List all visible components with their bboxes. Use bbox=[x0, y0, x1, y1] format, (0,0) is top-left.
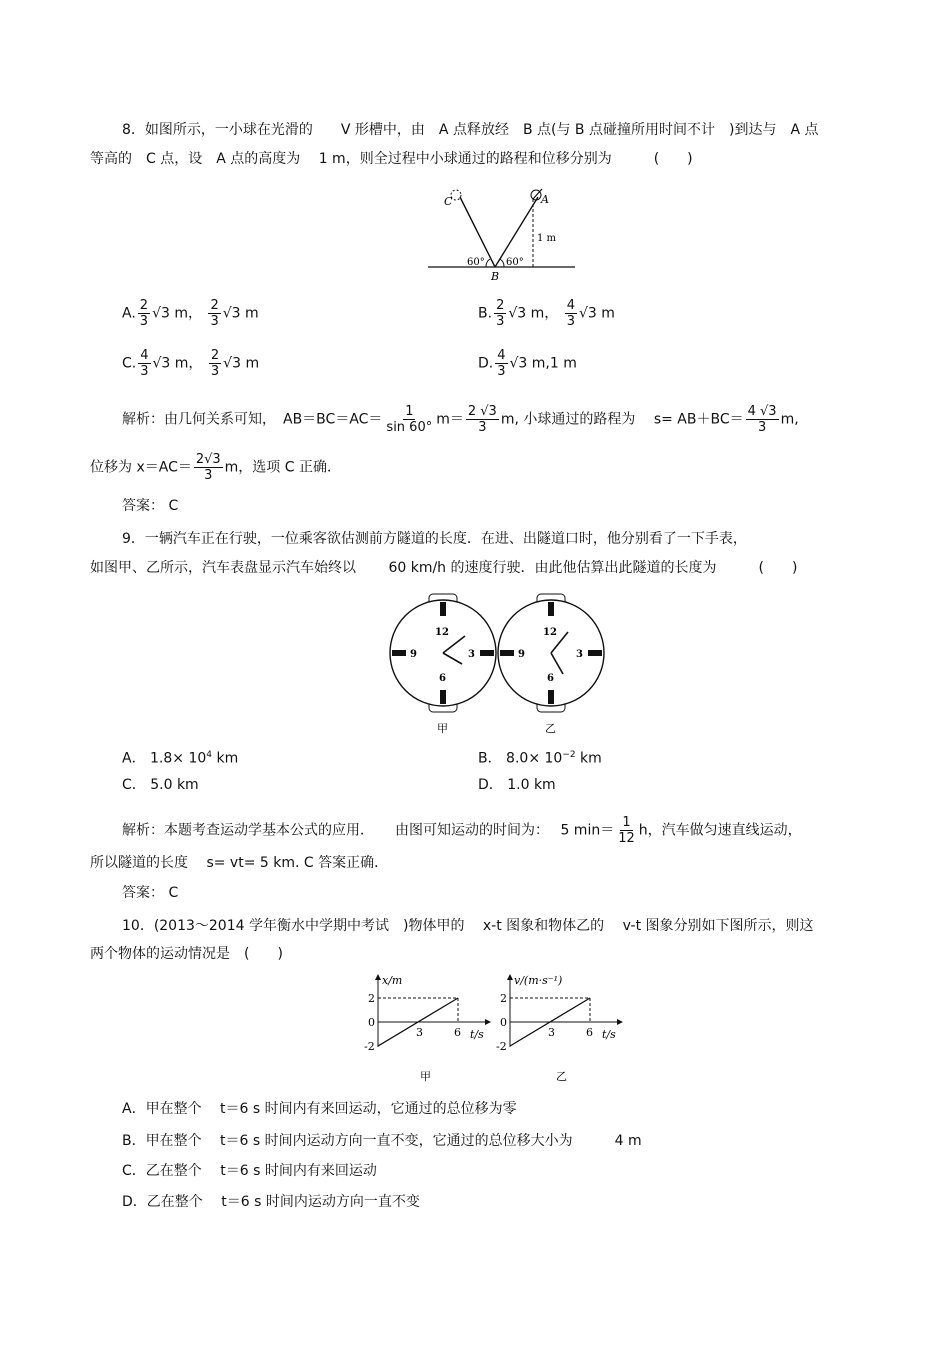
v-t-tick-yn2: -2 bbox=[496, 1040, 507, 1053]
frac-den: 3 bbox=[139, 314, 149, 329]
option-b-unit: km bbox=[575, 750, 602, 767]
q10-stem-line1: 10．(2013～2014 学年衡水中学期中考试 )物体甲的 x-t 图象和物体乙的 v-t 图象分别如下图所示，则这 bbox=[122, 918, 814, 934]
watch-figure bbox=[385, 592, 610, 737]
clock-left-6: 6 bbox=[439, 673, 446, 684]
watch-right bbox=[498, 594, 604, 735]
graph-v-t bbox=[496, 974, 623, 1083]
frac-den: 3 bbox=[210, 364, 220, 379]
frac-num: 1 bbox=[405, 404, 414, 419]
frac-num: 4 √3 bbox=[747, 404, 777, 419]
v-t-xlabel: t/s bbox=[602, 1028, 616, 1041]
frac-den: 3 bbox=[566, 314, 575, 329]
analysis-prefix: 解析：由几何关系可知， AB＝BC＝AC＝ bbox=[122, 411, 383, 428]
analysis-mid2: m, 小球通过的路程为 s= AB＋BC＝ bbox=[500, 411, 744, 428]
q10-option-a[interactable]: A．甲在整个 t＝6 s 时间内有来回运动，它通过的总位移为零 bbox=[122, 1101, 517, 1117]
x-t-tick-yn2: -2 bbox=[364, 1040, 375, 1053]
frac-den: sin 60° bbox=[386, 420, 433, 435]
angle-left-label: 60° bbox=[467, 257, 485, 268]
frac-den: 3 bbox=[210, 314, 219, 329]
analysis-mid1: m＝ bbox=[436, 411, 464, 428]
clock-left-caption: 甲 bbox=[437, 722, 448, 735]
option-b-prefix: B. bbox=[478, 305, 493, 322]
q8-stem-line1: 8．如图所示，一小球在光滑的 V 形槽中，由 A 点释放经 B 点(与 B 点碰撞所用时间不计 )到达与 A 点 bbox=[122, 122, 819, 138]
clock-right-12: 12 bbox=[543, 627, 557, 638]
analysis-prefix: 解析：本题考查运动学基本公式的应用． 由图可知运动的时间为： 5 min＝ bbox=[122, 822, 615, 839]
clock-left-3: 3 bbox=[468, 649, 475, 660]
option-a-text: √3 m， bbox=[152, 305, 202, 322]
option-a-text2: √3 m bbox=[222, 305, 259, 322]
ball-ghost-c bbox=[451, 190, 461, 200]
option-a-exponent: 4 bbox=[206, 750, 213, 760]
v-t-caption: 乙 bbox=[556, 1070, 567, 1083]
frac-num: 2 bbox=[496, 298, 505, 313]
q9-option-c[interactable]: C． 5.0 km bbox=[122, 777, 199, 793]
clock-right-9: 9 bbox=[518, 649, 525, 660]
frac-den: 3 bbox=[204, 468, 213, 483]
frac-num: 4 bbox=[140, 348, 149, 363]
q10-stem-line2: 两个物体的运动情况是 ( ) bbox=[90, 946, 283, 962]
label-a: A bbox=[541, 193, 549, 206]
v-t-tick-y2: 2 bbox=[500, 992, 507, 1005]
q10-option-d[interactable]: D．乙在整个 t＝6 s 时间内运动方向一直不变 bbox=[122, 1194, 420, 1210]
frac-num: 2√3 bbox=[195, 452, 221, 467]
analysis-end: m, bbox=[780, 411, 799, 428]
q9-analysis-line2: 所以隧道的长度 s= vt= 5 km. C 答案正确． bbox=[90, 855, 389, 871]
frac-num: 1 bbox=[622, 815, 631, 830]
q9-analysis-line1 bbox=[122, 815, 802, 846]
x-t-tick-x3: 3 bbox=[416, 1026, 423, 1039]
analysis-end: h，汽车做匀速直线运动， bbox=[638, 822, 802, 839]
option-d-text: √3 m,1 m bbox=[509, 355, 577, 372]
option-b-text2: √3 m bbox=[579, 305, 615, 322]
option-a-text: A． 1.8× 10 bbox=[122, 750, 207, 767]
frac-num: 2 bbox=[210, 298, 219, 313]
frac-den: 3 bbox=[496, 314, 505, 329]
clock-left-12: 12 bbox=[435, 627, 449, 638]
q8-analysis-line1 bbox=[122, 404, 799, 435]
x-t-ylabel: x/m bbox=[382, 974, 403, 987]
q9-stem-line1: 9．一辆汽车正在行驶，一位乘客欲估测前方隧道的长度．在进、出隧道口时，他分别看了一下手表， bbox=[122, 531, 747, 547]
q8-stem-line2: 等高的 C 点，设 A 点的高度为 1 m，则全过程中小球通过的路程和位移分别为 ( ) bbox=[90, 151, 693, 167]
q9-option-b[interactable] bbox=[478, 746, 602, 768]
frac-den: 3 bbox=[757, 420, 767, 435]
x-t-tick-x6: 6 bbox=[454, 1026, 461, 1039]
clock-right-6: 6 bbox=[547, 673, 554, 684]
frac-num: 2 bbox=[139, 298, 149, 313]
option-d-prefix: D. bbox=[478, 355, 494, 372]
option-b-text: √3 m， bbox=[508, 305, 559, 322]
frac-num: 2 √3 bbox=[467, 404, 497, 419]
q8-option-c[interactable] bbox=[122, 348, 259, 379]
clock-right-3: 3 bbox=[576, 649, 583, 660]
motion-graphs bbox=[360, 972, 630, 1087]
option-b-exponent: −2 bbox=[562, 750, 576, 760]
option-a-unit: km bbox=[212, 750, 239, 767]
v-t-tick-y0: 0 bbox=[500, 1016, 507, 1029]
q10-option-b[interactable]: B．甲在整个 t＝6 s 时间内运动方向一直不变，它通过的总位移大小为 4 m bbox=[122, 1133, 642, 1149]
clock-left-9: 9 bbox=[410, 649, 417, 660]
q10-option-c[interactable]: C．乙在整个 t＝6 s 时间内有来回运动 bbox=[122, 1163, 377, 1179]
q8-option-d[interactable] bbox=[478, 348, 577, 379]
x-t-tick-y2: 2 bbox=[368, 992, 375, 1005]
v-t-ylabel: v/(m·s⁻¹) bbox=[514, 974, 563, 987]
q9-option-a[interactable] bbox=[122, 746, 238, 768]
v-t-tick-x6: 6 bbox=[586, 1026, 593, 1039]
analysis-line2-end: m，选项 C 正确． bbox=[224, 459, 341, 476]
watch-left bbox=[390, 594, 496, 735]
graph-x-t bbox=[364, 974, 491, 1083]
clock-right-caption: 乙 bbox=[545, 722, 556, 735]
option-c-text2: √3 m bbox=[223, 355, 260, 372]
x-t-caption: 甲 bbox=[420, 1070, 431, 1083]
q9-stem-line2: 如图甲、乙所示，汽车表盘显示汽车始终以 60 km/h 的速度行驶．由此他估算出此隧道的长度为 ( ) bbox=[90, 560, 798, 576]
q8-option-b[interactable] bbox=[478, 298, 615, 329]
frac-num: 4 bbox=[497, 348, 506, 363]
q9-answer: 答案： C bbox=[122, 885, 179, 901]
v-groove-figure bbox=[420, 185, 580, 285]
option-b-text: B． 8.0× 10 bbox=[478, 750, 563, 767]
frac-den: 3 bbox=[478, 420, 487, 435]
frac-num: 4 bbox=[566, 298, 575, 313]
analysis-line2-prefix: 位移为 x＝AC＝ bbox=[90, 459, 192, 476]
frac-den: 3 bbox=[140, 364, 149, 379]
label-b: B bbox=[491, 270, 500, 283]
frac-den: 3 bbox=[497, 364, 506, 379]
label-c: C bbox=[444, 195, 453, 208]
v-t-tick-x3: 3 bbox=[548, 1026, 555, 1039]
q9-option-d[interactable]: D． 1.0 km bbox=[478, 777, 556, 793]
q8-analysis-line2 bbox=[90, 452, 341, 483]
frac-num: 2 bbox=[210, 348, 220, 363]
frac-den: 12 bbox=[618, 831, 635, 846]
q8-answer: 答案： C bbox=[122, 498, 179, 514]
x-t-xlabel: t/s bbox=[470, 1028, 484, 1041]
q8-option-a[interactable] bbox=[122, 298, 259, 329]
option-c-prefix: C. bbox=[122, 355, 137, 372]
option-a-prefix: A. bbox=[122, 305, 136, 322]
angle-right-label: 60° bbox=[506, 257, 524, 268]
height-label: 1 m bbox=[537, 233, 557, 244]
option-c-text: √3 m， bbox=[152, 355, 203, 372]
x-t-tick-y0: 0 bbox=[368, 1016, 375, 1029]
